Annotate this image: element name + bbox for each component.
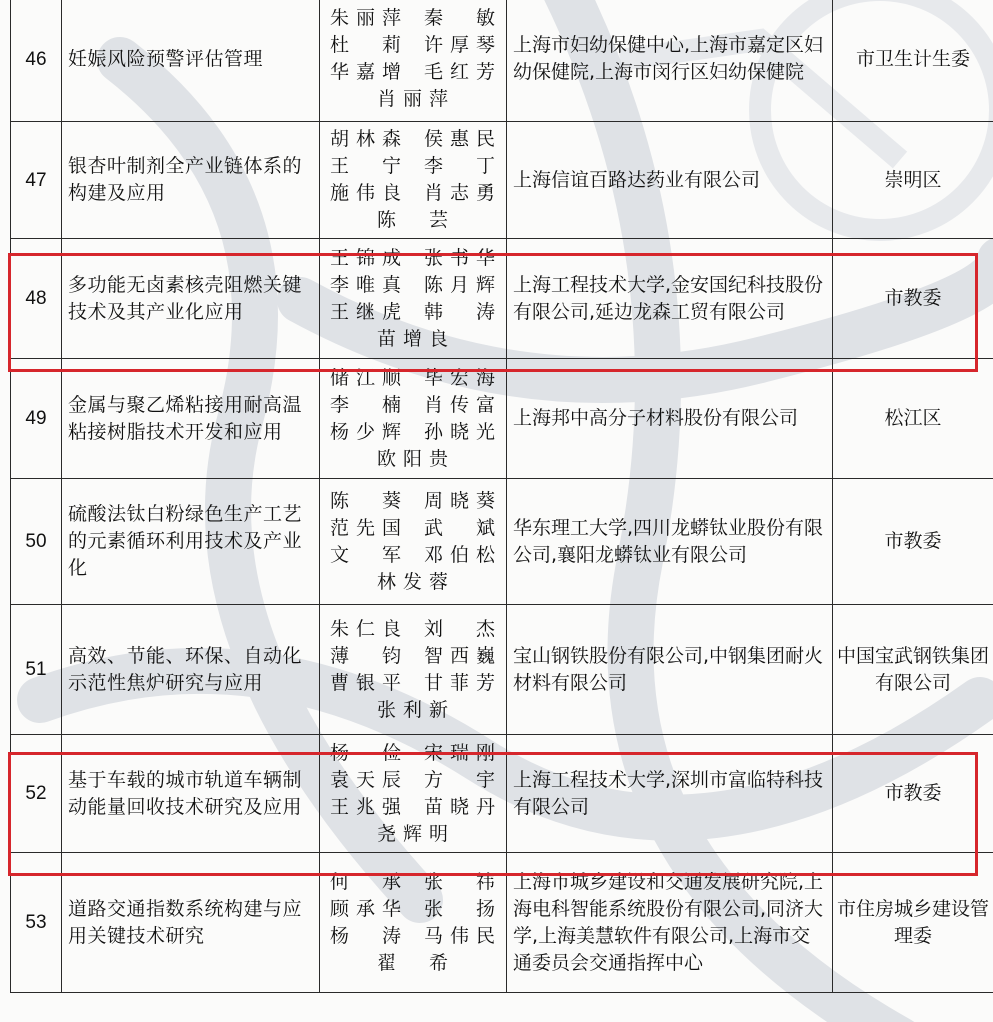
row-number: 49	[11, 359, 62, 479]
completing-units: 上海邦中高分子材料股份有限公司	[507, 359, 833, 479]
completer-name: 杨 俭	[330, 741, 402, 764]
row-number: 46	[11, 0, 62, 122]
completers-cell	[320, 605, 507, 735]
awards-table	[10, 0, 993, 993]
recommending-unit: 市教委	[833, 479, 993, 605]
completers-line	[320, 569, 506, 596]
completing-units: 上海市城乡建设和交通发展研究院,上海电科智能系统股份有限公司,同济大学,上海美慧软件有限公司,上海市交通委员会交通指挥中心	[507, 853, 833, 993]
project-name: 多功能无卤素核壳阻燃关键技术及其产业化应用	[62, 239, 320, 359]
completers-line	[320, 950, 506, 977]
completer-name: 曹银平	[330, 671, 402, 694]
completer-name: 范先国	[330, 516, 402, 539]
project-name: 硫酸法钛白粉绿色生产工艺的元素循环利用技术及产业化	[62, 479, 320, 605]
project-name: 金属与聚乙烯粘接用耐高温粘接树脂技术开发和应用	[62, 359, 320, 479]
completers-line	[320, 153, 506, 180]
completer-name: 张利新	[377, 698, 449, 721]
completers-line	[320, 767, 506, 794]
completers-line	[320, 207, 506, 234]
completer-name: 张 祎	[424, 870, 496, 893]
completer-name: 李 楠	[330, 393, 402, 416]
completer-name: 秦 敏	[424, 7, 496, 29]
completer-name: 李 丁	[424, 155, 496, 177]
completer-name: 顾承华	[330, 897, 402, 920]
completers-cell	[320, 122, 507, 239]
recommending-unit: 市教委	[833, 239, 993, 359]
completer-name: 文 军	[330, 543, 402, 566]
completer-name: 宋瑞刚	[424, 741, 496, 764]
completers-line	[320, 59, 506, 86]
completer-name: 华嘉增	[330, 61, 402, 83]
completer-name: 朱丽萍	[330, 7, 402, 29]
completers-line	[320, 697, 506, 724]
completer-name: 薄 钧	[330, 644, 402, 667]
completer-name: 甘菲芳	[424, 671, 496, 694]
completer-name: 苗晓丹	[424, 795, 496, 818]
completer-name: 王锦成	[330, 246, 402, 269]
completers-line	[320, 515, 506, 542]
row-number: 53	[11, 853, 62, 993]
completer-name: 李唯真	[330, 273, 402, 296]
completer-name: 刘 杰	[424, 617, 496, 640]
completer-name: 陈月辉	[424, 273, 496, 296]
table-row	[11, 0, 993, 122]
completers-cell	[320, 0, 507, 122]
completer-name: 何 承	[330, 870, 402, 893]
completer-name: 许厚琴	[424, 34, 496, 56]
completing-units: 上海市妇幼保健中心,上海市嘉定区妇幼保健院,上海市闵行区妇幼保健院	[507, 0, 833, 122]
completers-line	[320, 869, 506, 896]
completers-cell	[320, 853, 507, 993]
completers-line	[320, 365, 506, 392]
completer-name: 储江顺	[330, 366, 402, 389]
row-number: 48	[11, 239, 62, 359]
completers-cell	[320, 735, 507, 853]
completers-cell	[320, 359, 507, 479]
completers-line	[320, 299, 506, 326]
completers-line	[320, 86, 506, 113]
completer-name: 胡林森	[330, 128, 402, 150]
completing-units: 上海信谊百路达药业有限公司	[507, 122, 833, 239]
completers-line	[320, 821, 506, 848]
completer-name: 杨少辉	[330, 420, 402, 443]
completer-name: 邓伯松	[424, 543, 496, 566]
completer-name: 朱仁良	[330, 617, 402, 640]
table-row	[11, 239, 993, 359]
completers-line	[320, 126, 506, 153]
completers-line	[320, 446, 506, 473]
completers-cell	[320, 479, 507, 605]
completer-name: 欧阳贵	[377, 447, 449, 470]
completers-line	[320, 542, 506, 569]
completers-line	[320, 419, 506, 446]
completers-line	[320, 488, 506, 515]
completers-line	[320, 923, 506, 950]
completers-line	[320, 616, 506, 643]
project-name: 高效、节能、环保、自动化示范性焦炉研究与应用	[62, 605, 320, 735]
row-number: 50	[11, 479, 62, 605]
table-row	[11, 479, 993, 605]
completer-name: 王兆强	[330, 795, 402, 818]
completer-name: 杨 涛	[330, 924, 402, 947]
completer-name: 施伟良	[330, 182, 402, 204]
completer-name: 王 宁	[330, 155, 402, 177]
completer-name: 马伟民	[424, 924, 496, 947]
recommending-unit: 市住房城乡建设管理委	[833, 853, 993, 993]
completing-units: 上海工程技术大学,深圳市富临特科技有限公司	[507, 735, 833, 853]
completer-name: 袁天辰	[330, 768, 402, 791]
project-name: 妊娠风险预警评估管理	[62, 0, 320, 122]
completer-name: 毛红芳	[424, 61, 496, 83]
completers-line	[320, 896, 506, 923]
completers-line	[320, 326, 506, 353]
recommending-unit: 中国宝武钢铁集团有限公司	[833, 605, 993, 735]
completers-line	[320, 245, 506, 272]
completers-line	[320, 670, 506, 697]
completing-units: 上海工程技术大学,金安国纪科技股份有限公司,延边龙森工贸有限公司	[507, 239, 833, 359]
completer-name: 张书华	[424, 246, 496, 269]
completer-name: 周晓葵	[424, 489, 496, 512]
completer-name: 杜 莉	[330, 34, 402, 56]
recommending-unit: 崇明区	[833, 122, 993, 239]
completer-name: 陈 葵	[330, 489, 402, 512]
completer-name: 苗增良	[377, 327, 449, 350]
completing-units: 宝山钢铁股份有限公司,中钢集团耐火材料有限公司	[507, 605, 833, 735]
row-number: 47	[11, 122, 62, 239]
completing-units: 华东理工大学,四川龙蟒钛业股份有限公司,襄阳龙蟒钛业有限公司	[507, 479, 833, 605]
completers-line	[320, 740, 506, 767]
completers-line	[320, 392, 506, 419]
completer-name: 武 斌	[424, 516, 496, 539]
row-number: 51	[11, 605, 62, 735]
table-row	[11, 853, 993, 993]
completer-name: 尧辉明	[377, 822, 449, 845]
completer-name: 侯惠民	[424, 128, 496, 150]
completers-cell	[320, 239, 507, 359]
table-row	[11, 735, 993, 853]
completer-name: 肖志勇	[424, 182, 496, 204]
completer-name: 智西巍	[424, 644, 496, 667]
completers-line	[320, 32, 506, 59]
project-name: 基于车载的城市轨道车辆制动能量回收技术研究及应用	[62, 735, 320, 853]
completer-name: 林发蓉	[377, 570, 449, 593]
completers-line	[320, 794, 506, 821]
completer-name: 陈 芸	[377, 209, 449, 231]
completer-name: 肖丽萍	[377, 88, 449, 110]
completer-name: 毕宏海	[424, 366, 496, 389]
project-name: 银杏叶制剂全产业链体系的构建及应用	[62, 122, 320, 239]
completer-name: 张 扬	[424, 897, 496, 920]
completer-name: 肖传富	[424, 393, 496, 416]
project-name: 道路交通指数系统构建与应用关键技术研究	[62, 853, 320, 993]
table-row	[11, 359, 993, 479]
table-row	[11, 122, 993, 239]
recommending-unit: 松江区	[833, 359, 993, 479]
completers-line	[320, 643, 506, 670]
completer-name: 方 宇	[424, 768, 496, 791]
completers-line	[320, 272, 506, 299]
table-row	[11, 605, 993, 735]
completer-name: 王继虎	[330, 300, 402, 323]
completer-name: 孙晓光	[424, 420, 496, 443]
completers-line	[320, 5, 506, 32]
completers-line	[320, 180, 506, 207]
recommending-unit: 市教委	[833, 735, 993, 853]
completer-name: 翟 希	[377, 951, 449, 974]
row-number: 52	[11, 735, 62, 853]
completer-name: 韩 涛	[424, 300, 496, 323]
recommending-unit: 市卫生计生委	[833, 0, 993, 122]
